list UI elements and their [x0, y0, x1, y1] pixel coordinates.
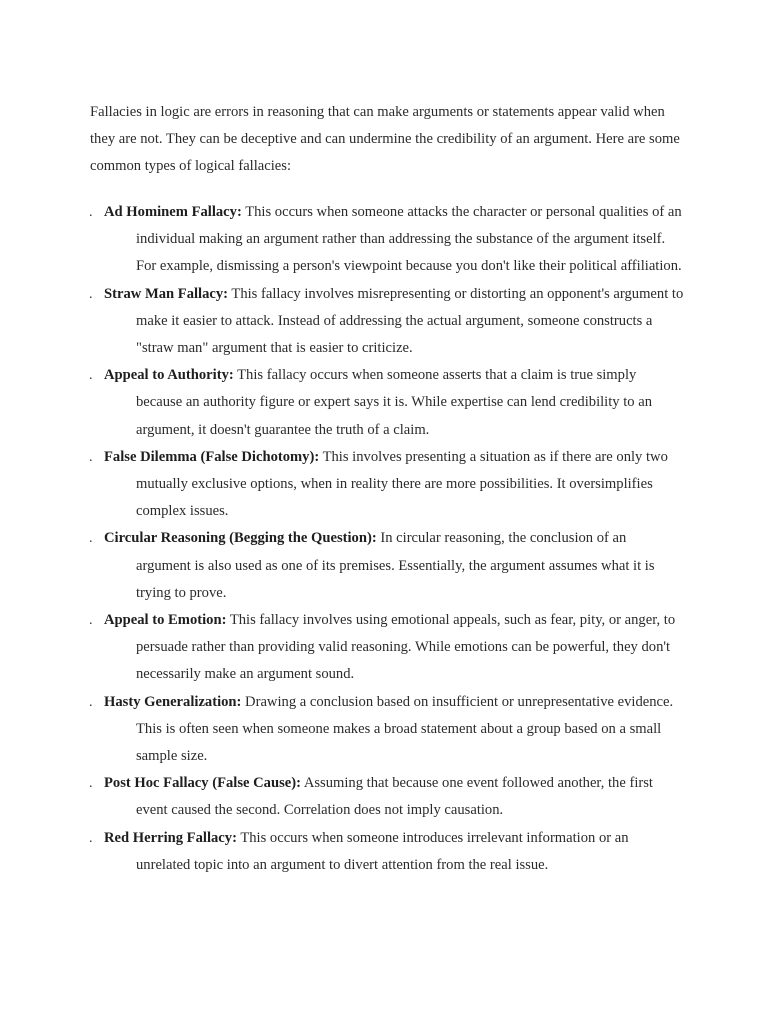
fallacy-term: Hasty Generalization:	[104, 693, 242, 710]
list-item	[0, 444, 684, 526]
bullet-marker: .	[89, 830, 93, 846]
list-item	[0, 825, 684, 879]
list-item	[0, 525, 684, 607]
bullet-marker: .	[89, 776, 93, 792]
fallacy-term: Appeal to Authority:	[104, 367, 234, 384]
fallacy-term: Red Herring Fallacy:	[104, 829, 237, 846]
bullet-marker: .	[89, 205, 93, 220]
fallacy-description: This occurs when someone introduces irrelevant information or an unrelated topic into an argument to divert attention from the real issue.	[136, 829, 629, 873]
intro-paragraph: Fallacies in logic are errors in reasoning that can make arguments or statements appear valid when they are not. They can be deceptive and can undermine the credibility of an argument. Here are some common types of logical fallacies:	[90, 104, 680, 174]
list-item	[0, 199, 684, 281]
fallacy-description: Assuming that because one event followed another, the first event caused the second. Correlation does not imply causation.	[136, 775, 653, 819]
bullet-marker: .	[89, 368, 93, 384]
bullet-marker: .	[89, 613, 93, 629]
bullet-marker: .	[89, 694, 93, 710]
fallacy-description: This involves presenting a situation as if there are only two mutually exclusive options, when in reality there are more possibilities. It oversimplifies complex issues.	[136, 448, 668, 520]
fallacy-term: Ad Hominem Fallacy:	[104, 204, 242, 220]
fallacy-description: This fallacy involves using emotional appeals, such as fear, pity, or anger, to persuade rather than providing valid reasoning. While emotions can be powerful, they don't necessarily make an argument sound.	[136, 612, 676, 683]
fallacy-description: Drawing a conclusion based on insufficient or unrepresentative evidence. This is often seen when someone makes a broad statement about a group based on a small sample size.	[136, 693, 674, 765]
bullet-marker: .	[89, 531, 93, 547]
list-item	[0, 689, 684, 771]
list-item	[0, 362, 684, 444]
fallacy-term: Circular Reasoning (Begging the Question):	[104, 530, 377, 547]
bullet-marker: .	[89, 286, 93, 302]
fallacy-description: This fallacy involves misrepresenting or distorting an opponent's argument to make it easier to attack. Instead of addressing the actual argument, someone constructs a "straw man" argument that is easier to criticize.	[136, 285, 684, 357]
list-item	[0, 770, 684, 824]
fallacy-description: In circular reasoning, the conclusion of an argument is also used as one of its premises. Essentially, the argument assumes what it is trying to prove.	[136, 530, 655, 601]
fallacy-term: False Dilemma (False Dichotomy):	[104, 448, 320, 465]
fallacy-list	[0, 199, 768, 879]
fallacy-description: This occurs when someone attacks the character or personal qualities of an individual making an argument rather than addressing the substance of the argument itself. For example, dismissing a person's viewpoint because you don't like their political affiliation.	[136, 204, 682, 275]
fallacy-term: Post Hoc Fallacy (False Cause):	[104, 775, 301, 792]
fallacy-term: Straw Man Fallacy:	[104, 285, 229, 302]
bullet-marker: .	[89, 449, 93, 465]
list-item	[0, 607, 684, 689]
list-item	[0, 281, 684, 363]
fallacy-description: This fallacy occurs when someone asserts that a claim is true simply because an authority figure or expert says it is. While expertise can lend credibility to an argument, it doesn't guarantee the truth of a claim.	[136, 367, 653, 438]
fallacy-term: Appeal to Emotion:	[104, 612, 227, 629]
